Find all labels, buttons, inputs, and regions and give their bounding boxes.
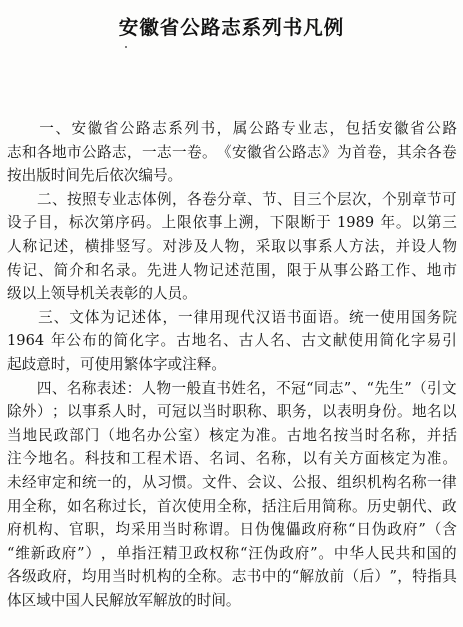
text-line: 府 机 构 、 官 职 ， 均 采 用 当 时 称 谓 。 日 伪 傀 儡 政 府 称 “ 日 伪 政 府 ” （ 含 xyxy=(7,521,457,539)
text-line: 当 地 民 政 部 门 （ 地 名 办 公 室 ） 核 定 为 准 。 古 地 名 按 当 时 名 称 ， 并 括 xyxy=(7,426,457,444)
text-line: 体区域中国人民解放军解放的时间。 xyxy=(7,591,241,609)
text-line: 按出版时间先后依次编号。 xyxy=(7,167,183,185)
document-body xyxy=(7,117,457,612)
text-line: “ 维 新 政 府 ” ） ， 单 指 汪 精 卫 政 权 称 “ 汪 伪 政 府 ” 。 中 华 人 民 共 和 国 的 xyxy=(7,544,457,562)
text-line: 人 称 记 述 ， 横 排 竖 写 。 对 涉 及 人 物 ， 采 取 以 事 系 人 方 法 ， 并 设 人 物 xyxy=(7,237,457,255)
text-line: 设 子 目 ， 标 次 第 序 码 。 上 限 依 事 上 溯 ， 下 限 断 于 1989 年 。 以 第 三 xyxy=(7,214,457,232)
text-line: 未 经 审 定 和 统 一 的 ， 从 习 惯 。 文 件 、 会 议 、 公 报 、 组 织 机 构 名 称 一 律 xyxy=(7,473,457,491)
text-line: 用 全 称 ， 如 名 称 过 长 ， 首 次 使 用 全 称 ， 括 注 后 用 简 称 。 历 史 朝 代 、 政 xyxy=(7,497,457,515)
text-line: 志 和 各 地 市 公 路 志 ， 一 志 一 卷 。 《 安 徽 省 公 路 志 》 为 首 卷 ， 其 余 各 卷 xyxy=(7,143,457,161)
text-line: 四 、 名 称 表 述 ： 人 物 一 般 直 书 姓 名 ， 不 冠 “ 同 志 ” 、 “ 先 生 ” （ 引 文 xyxy=(36,379,457,397)
text-line: 一 、 安 徽 省 公 路 志 系 列 书 ， 属 公 路 专 业 志 ， 包 括 安 徽 省 公 路 xyxy=(39,120,457,137)
text-line: 注 今 地 名 。 科 技 和 工 程 术 语 、 名 词 、 名 称 ， 以 有 关 方 面 核 定 为 准 。 xyxy=(7,450,457,468)
text-line: 起歧意时，可使用繁体字或注释。 xyxy=(7,355,226,373)
text-line: 除 外 ） ； 以 事 系 人 时 ， 可 冠 以 当 时 职 称 、 职 务 ， 以 表 明 身 份 。 地 名 以 xyxy=(7,403,457,421)
text-line: 级以上领导机关表彰的人员。 xyxy=(7,285,197,303)
text-line: 传 记 、 简 介 和 名 录 。 先 进 人 物 记 述 范 围 ， 限 于 从 事 公 路 工 作 、 地 市 xyxy=(7,261,457,279)
text-line: 三 、 文 体 为 记 述 体 ， 一 律 用 现 代 汉 语 书 面 语 。 统 一 使 用 国 务 院 xyxy=(38,308,457,326)
text-line: 各 级 政 府 ， 均 用 当 时 机 构 的 全 称 。 志 书 中 的 “ 解 放 前 （ 后 ） ” ， 特 指 具 xyxy=(7,568,457,586)
text-line: 1964 年 公 布 的 简 化 字 。 古 地 名 、 古 人 名 、 古 文 献 使 用 简 化 字 易 引 xyxy=(7,332,457,350)
document-title: 安徽省公路志系列书凡例 xyxy=(118,16,345,39)
text-line: 二 、 按 照 专 业 志 体 例 ， 各 卷 分 章 、 节 、 目 三 个 层 次 ， 个 别 章 节 可 xyxy=(37,190,457,208)
scan-speck xyxy=(125,46,127,48)
